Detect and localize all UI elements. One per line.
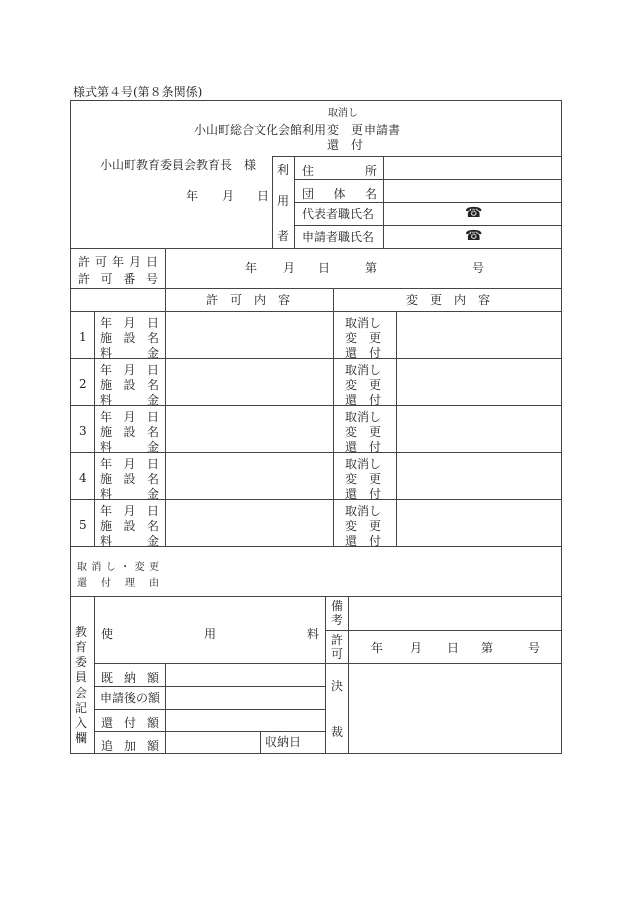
entry-number: 4 <box>79 471 87 485</box>
board-permit-go-label: 号 <box>528 641 541 655</box>
title-option-cancel: 取消し <box>328 108 358 119</box>
entry-label: 年 月 日 <box>100 316 159 330</box>
change-content-field[interactable] <box>398 313 560 357</box>
board-permit-dai-label: 第 <box>481 641 494 655</box>
change-option-label: 変 更 <box>345 425 381 439</box>
permit-number-label: 許 可 番 号 <box>78 272 158 286</box>
decision-label: 決 裁 <box>331 679 344 739</box>
title-option-refund: 還 付 <box>327 138 364 152</box>
post-application-amount-label: 申請後の額 <box>100 691 161 705</box>
change-content-field[interactable] <box>398 501 560 545</box>
entry-label: 施 設 名 <box>100 378 159 392</box>
permit-label: 許 可 <box>331 633 344 661</box>
telephone-icon: ☎ <box>465 205 483 221</box>
applicant-side-label-2: 用 <box>277 194 290 208</box>
usage-fee-label: 使 用 料 <box>101 627 319 641</box>
applicant-side-label-3: 者 <box>277 229 290 243</box>
permit-content-field[interactable] <box>167 501 332 545</box>
date-year-label: 年 <box>186 189 199 203</box>
applicant-side-label-1: 利 <box>277 163 290 177</box>
additional-amount-label: 追 加 額 <box>101 739 159 753</box>
permit-content-field[interactable] <box>167 407 332 451</box>
entry-label: 年 月 日 <box>100 457 159 471</box>
change-option-label: 還 付 <box>345 487 381 501</box>
entry-label: 施 設 名 <box>100 331 159 345</box>
entry-label: 料 金 <box>100 487 159 501</box>
change-option-label: 還 付 <box>345 534 381 548</box>
change-option-label: 取消し <box>345 504 382 518</box>
change-content-field[interactable] <box>398 454 560 498</box>
paid-amount-field[interactable] <box>167 665 323 685</box>
change-content-field[interactable] <box>398 407 560 451</box>
permit-date-label: 許 可 年 月 日 <box>78 255 158 269</box>
change-content-field[interactable] <box>398 360 560 404</box>
board-permit-year-label: 年 <box>371 641 384 655</box>
permit-go-label: 号 <box>472 261 485 275</box>
form-caption: 様式第４号(第８条関係) <box>73 85 203 99</box>
entry-number: 3 <box>79 424 87 438</box>
change-option-label: 取消し <box>345 410 382 424</box>
change-option-label: 還 付 <box>345 346 381 360</box>
permit-month-label: 月 <box>283 261 296 275</box>
permit-content-field[interactable] <box>167 454 332 498</box>
group-name-field[interactable] <box>386 181 560 201</box>
change-option-label: 変 更 <box>345 331 381 345</box>
refund-amount-field[interactable] <box>167 711 323 730</box>
permit-content-field[interactable] <box>167 313 332 357</box>
entry-label: 料 金 <box>100 440 159 454</box>
received-date-label: 収納日 <box>265 735 302 749</box>
entry-label: 料 金 <box>100 534 159 548</box>
addressee: 小山町教育委員会教育長 様 <box>100 158 257 172</box>
change-option-label: 取消し <box>345 316 382 330</box>
reason-label-line1: 取 消 し ・ 変 更 <box>77 562 159 573</box>
permit-day-label: 日 <box>318 261 331 275</box>
title-main: 小山町総合文化会館利用 <box>194 123 327 137</box>
entry-label: 料 金 <box>100 346 159 360</box>
remarks-field[interactable] <box>350 598 560 629</box>
change-option-label: 変 更 <box>345 378 381 392</box>
date-month-label: 月 <box>222 189 235 203</box>
applicant-name-label: 申請者職氏名 <box>302 230 375 244</box>
entry-number: 2 <box>79 377 87 391</box>
telephone-icon: ☎ <box>465 228 483 244</box>
permit-dai-label: 第 <box>365 261 378 275</box>
change-option-label: 取消し <box>345 363 382 377</box>
permit-year-label: 年 <box>245 261 258 275</box>
reason-label-line2: 還 付 理 由 <box>77 578 159 589</box>
address-field[interactable] <box>386 158 560 178</box>
permit-content-field[interactable] <box>167 360 332 404</box>
change-option-label: 取消し <box>345 457 382 471</box>
change-option-label: 還 付 <box>345 440 381 454</box>
change-option-label: 変 更 <box>345 472 381 486</box>
address-label: 住 所 <box>302 164 377 178</box>
post-application-amount-field[interactable] <box>167 688 323 708</box>
representative-name-label: 代表者職氏名 <box>302 207 375 221</box>
title-suffix: 申請書 <box>364 123 401 137</box>
entry-label: 料 金 <box>100 393 159 407</box>
entry-number: 5 <box>79 518 87 532</box>
entry-label: 施 設 名 <box>100 519 159 533</box>
board-side-label: 教 育 委 員 会 記 入 欄 <box>75 625 88 745</box>
additional-amount-field[interactable] <box>167 733 259 752</box>
entry-label: 施 設 名 <box>100 425 159 439</box>
refund-amount-label: 還 付 額 <box>101 716 159 730</box>
paid-amount-label: 既 納 額 <box>101 671 159 685</box>
board-permit-month-label: 月 <box>410 641 423 655</box>
entry-label: 年 月 日 <box>100 504 159 518</box>
entry-label: 年 月 日 <box>100 410 159 424</box>
entry-number: 1 <box>79 330 87 344</box>
title-option-change: 変 更 <box>327 123 364 137</box>
change-option-label: 還 付 <box>345 393 381 407</box>
date-day-label: 日 <box>257 189 270 203</box>
entry-label: 施 設 名 <box>100 472 159 486</box>
decision-field[interactable] <box>350 665 560 752</box>
permit-content-header: 許 可 内 容 <box>206 293 291 307</box>
change-content-header: 変 更 内 容 <box>406 293 491 307</box>
reason-field[interactable] <box>167 548 560 595</box>
remarks-label: 備 考 <box>331 599 344 627</box>
change-option-label: 変 更 <box>345 519 381 533</box>
entry-label: 年 月 日 <box>100 363 159 377</box>
group-name-label: 団 体 名 <box>302 187 377 201</box>
board-permit-day-label: 日 <box>447 641 460 655</box>
